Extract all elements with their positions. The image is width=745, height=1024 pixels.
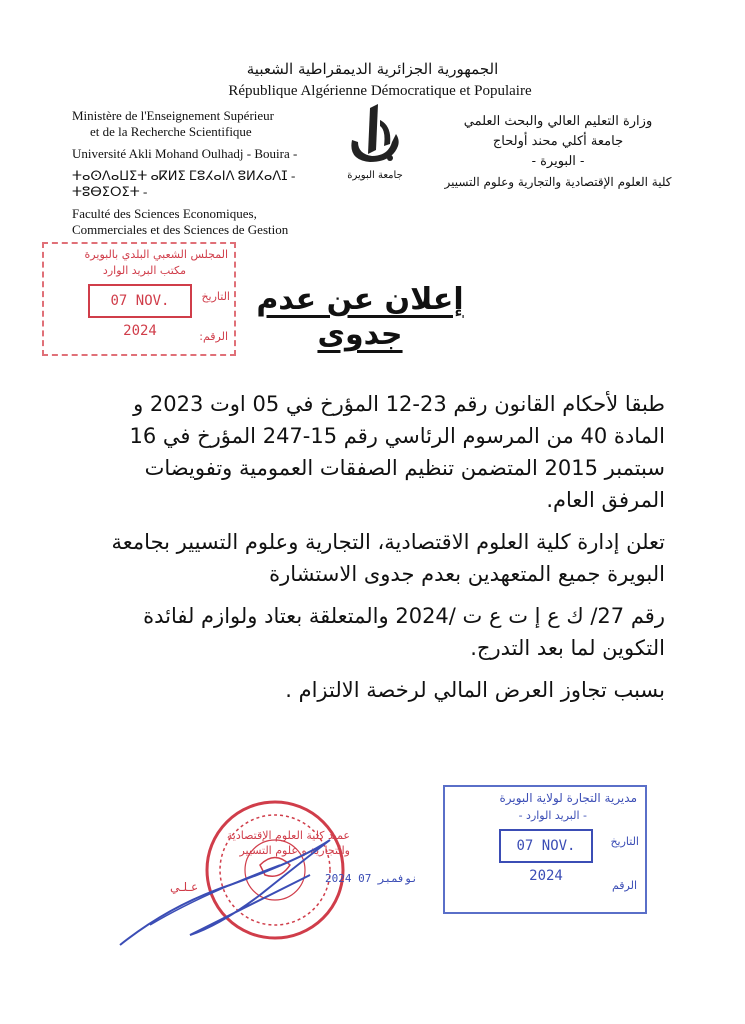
faculty-line-1: Faculté des Sciences Economiques, bbox=[72, 206, 257, 221]
stamp-right-date: 07 NOV. 2024 bbox=[499, 829, 593, 863]
stamp-right-date-label: التاريخ bbox=[610, 835, 639, 848]
faculty-line-2: Commerciales et des Sciences de Gestion bbox=[72, 222, 289, 237]
stamp-right-line-1: مديرية التجارة لولاية البويرة bbox=[499, 791, 637, 805]
ministry-line-1: Ministère de l'Enseignement Supérieur bbox=[72, 108, 274, 123]
header-arabic-country: الجمهورية الجزائرية الديمقراطية الشعبية bbox=[246, 60, 499, 78]
announcement-body bbox=[90, 388, 665, 716]
paragraph-legal-basis: طبقا لأحكام القانون رقم 23-12 المؤرخ في 05 اوت 2023 و المادة 40 من المرسوم الرئاسي رقم 15-247 المؤرخ في 16 سبتمبر 2015 المتضمن تنظيم الصفقات العمومية وتفويضات المرفق العام. bbox=[129, 392, 665, 512]
ministry-line-2: et de la Recherche Scientifique bbox=[90, 124, 252, 139]
header-arabic-institution bbox=[433, 112, 683, 192]
stamp-left-date-label: التاريخ bbox=[201, 290, 230, 303]
stamp-right-number-label: الرقم bbox=[611, 879, 637, 892]
stamp-right-line-2: - البريد الوارد - bbox=[518, 809, 587, 822]
ar-ministry-line: وزارة التعليم العالي والبحث العلمي bbox=[463, 114, 653, 129]
header-french-country: République Algérienne Démocratique et Populaire bbox=[228, 83, 532, 99]
stamp-left-number-label: الرقم: bbox=[199, 330, 228, 343]
page-title: إعلان عن عدم جدوى bbox=[256, 282, 464, 352]
university-line: Université Akli Mohand Oulhadj - Bouira - bbox=[72, 146, 298, 161]
logo-caption: جامعة البويرة bbox=[347, 170, 403, 181]
ar-city-line: - البويرة - bbox=[531, 154, 585, 169]
paragraph-consultation-number: رقم 27/ ك ع إ ت ع ت /2024 والمتعلقة بعتاد ولوازم لفائدة التكوين لما بعد التدرج. bbox=[143, 604, 665, 660]
handwritten-signature bbox=[110, 815, 350, 955]
dean-name: عـلـي bbox=[170, 880, 199, 894]
ar-faculty-line: كلية العلوم الإقتصادية والتجارية وعلوم التسيير bbox=[444, 175, 672, 189]
incoming-mail-stamp-commerce bbox=[443, 785, 647, 914]
dean-title-line-1: عميد كلية العلوم الإقتصادية bbox=[226, 829, 350, 842]
stamp-left-line-2: مكتب البريد الوارد bbox=[102, 264, 186, 277]
ar-university-line: جامعة أكلي محند أولحاج bbox=[492, 134, 624, 149]
stamp-left-line-1: المجلس الشعبي البلدي بالبويرة bbox=[84, 248, 228, 261]
stamp-left-date: 07 NOV. 2024 bbox=[88, 284, 192, 318]
signature-date: 2024 نوفمبر 07 bbox=[325, 872, 418, 885]
university-logo bbox=[340, 100, 410, 190]
paragraph-reason: بسبب تجاوز العرض المالي لرخصة الالتزام . bbox=[285, 678, 665, 702]
tifinagh-line: ⵜⴰⵙⴷⴰⵡⵉⵜ ⴰⴽⵍⵉ ⵎⵓⵃⴰⵏⴷ ⵓⵍⵃⴰⴷⵊ - ⵜⵓⴱⵉⵔⵉⵜ - bbox=[72, 168, 296, 199]
dean-title-line-2: والتجارية و علوم التسيير bbox=[239, 844, 350, 857]
paragraph-announcement: تعلن إدارة كلية العلوم الاقتصادية، التجارية وعلوم التسيير بجامعة البويرة جميع المتعهدين بعدم جدوى الاستشارة bbox=[111, 530, 665, 586]
incoming-mail-stamp-municipal bbox=[42, 242, 236, 356]
header-french-institution bbox=[72, 108, 332, 238]
